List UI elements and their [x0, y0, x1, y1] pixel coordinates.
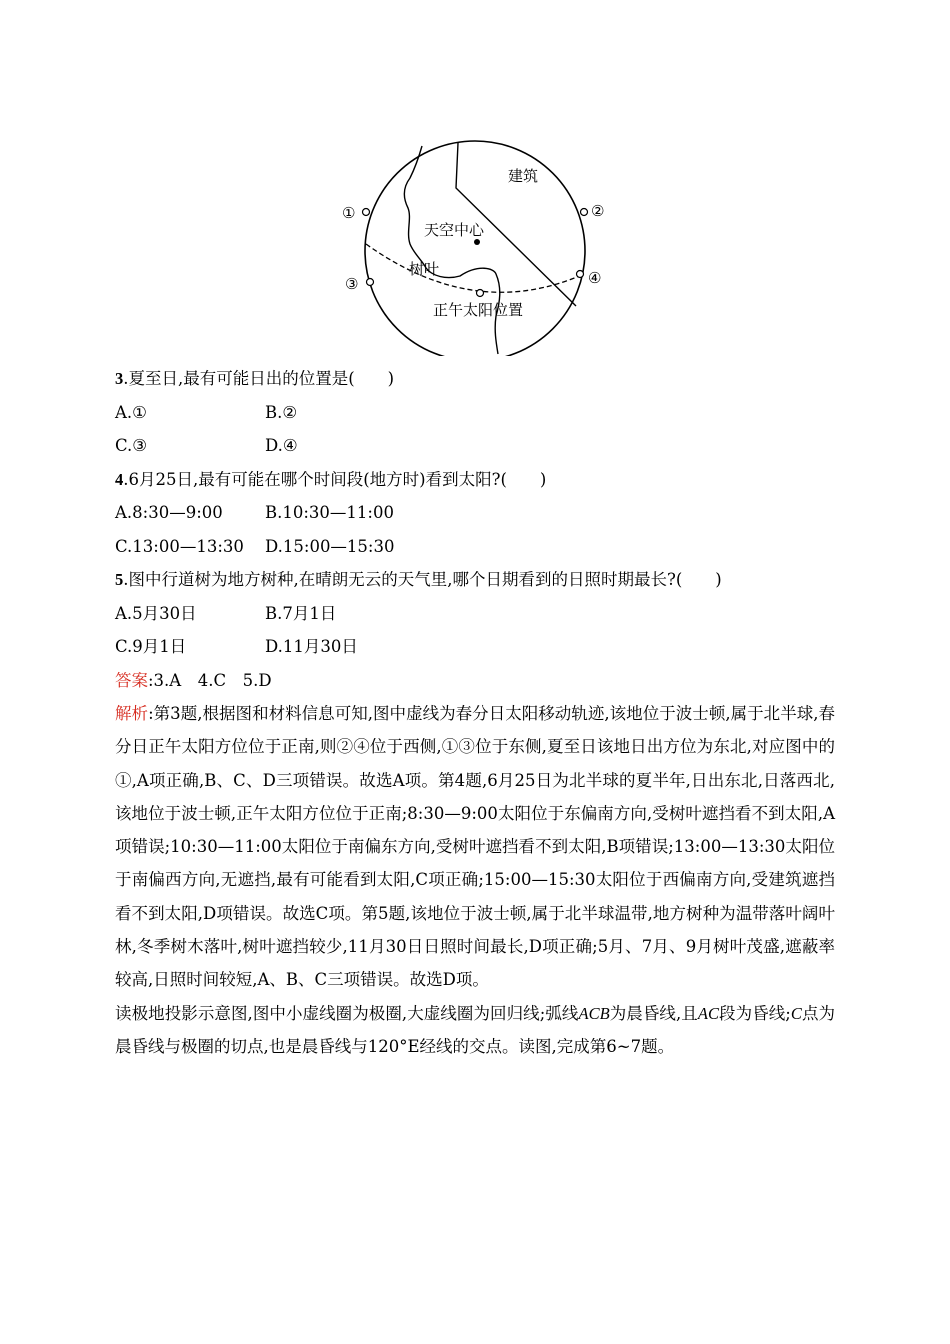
intro-text-2: 为晨昏线,且: [609, 1003, 698, 1023]
question-5-options-row-1: [115, 597, 835, 631]
option-b: B.10:30—11:00: [265, 503, 394, 522]
option-b: B.②: [265, 402, 298, 422]
tree-outline: [404, 146, 499, 354]
option-c: C.③: [115, 436, 148, 455]
answer-label: 答案: [115, 670, 148, 690]
label-point-3: ③: [345, 275, 359, 293]
question-4-options-row-1: [115, 496, 835, 530]
answer-text: :3.A 4.C 5.D: [148, 670, 272, 690]
intro-paragraph: [115, 997, 835, 1064]
label-point-2: ②: [591, 202, 605, 220]
question-stem: .6月25日,最有可能在哪个时间段(地方时)看到太阳?( ): [123, 469, 547, 489]
option-a: A.①: [115, 402, 147, 422]
sun-path: [366, 244, 584, 292]
question-3: [115, 362, 835, 396]
option-d: D.④: [265, 436, 298, 455]
sky-center-dot: [474, 239, 480, 245]
answer-line: [115, 664, 835, 698]
point-2-marker: [581, 209, 588, 216]
document-body: [115, 362, 835, 1063]
intro-segment-ac: AC: [697, 1003, 719, 1023]
label-point-4: ④: [588, 269, 602, 287]
label-leaves: 树叶: [409, 260, 440, 278]
intro-arc-acb: ACB: [578, 1003, 610, 1023]
analysis-label: 解析: [115, 704, 149, 723]
sky-diagram-svg: [330, 126, 620, 356]
label-point-1: ①: [342, 204, 356, 222]
question-4-options-row-2: [115, 530, 835, 564]
question-number: 4: [115, 469, 124, 489]
option-d: D.11月30日: [265, 637, 358, 656]
noon-sun-marker: [477, 290, 484, 297]
option-a: A.8:30—9:00: [115, 503, 223, 522]
question-5: [115, 563, 835, 597]
option-a: A.5月30日: [115, 603, 197, 623]
sky-diagram: [330, 126, 620, 356]
intro-text-3: 段为昏线;: [718, 1003, 791, 1023]
option-d: D.15:00—15:30: [265, 536, 395, 556]
analysis-text: :第3题,根据图和材料信息可知,图中虚线为春分日太阳移动轨迹,该地位于波士顿,属于北半球,春分日正午太阳方位位于正南,则②④位于西侧,①③位于东侧,夏至日该地日出方位为东北,对应图中的①,A项正确,B、C、D三项错误。故选A项。第4题,6月25日为北半球的夏半年,日出东北,日落西北,该地位于波士顿,正午太阳方位位于正南;8:30—9:00太阳位于东偏南方向,受树叶遮挡看不到太阳,A项错误;10:30—11:00太阳位于南偏东方向,受树叶遮挡看不到太阳,B项错误;13:00—13:30太阳位于南偏西方向,无遮挡,最有可能看到太阳,C项正确;15:00—15:30太阳位于西偏南方向,受建筑遮挡看不到太阳,D项错误。故选C项。第5题,该地位于波士顿,属于北半球温带,地方树种为温带落叶阔叶林,冬季树木落叶,树叶遮挡较少,11月30日日照时间最长,D项正确;5月、7月、9月树叶茂盛,遮蔽率较高,日照时间较短,A、B、C三项错误。故选D项。: [115, 704, 836, 990]
label-building: 建筑: [508, 167, 539, 185]
question-3-options-row-1: [115, 396, 835, 430]
option-c: C.13:00—13:30: [115, 536, 244, 556]
sky-circle: [365, 141, 585, 356]
point-1-marker: [363, 209, 370, 216]
intro-text-4: 点为晨昏线与极圈的切点,也是晨昏线与120°E经线的交点。读图,完成第6~7题。: [115, 1003, 836, 1056]
question-number: 5: [115, 570, 124, 589]
intro-text-1: 读极地投影示意图,图中小虚线圈为极圈,大虚线圈为回归线;弧线: [115, 1003, 579, 1023]
question-3-options-row-2: [115, 429, 835, 463]
point-4-marker: [577, 271, 584, 278]
label-noon-sun: 正午太阳位置: [433, 301, 524, 319]
analysis-paragraph: [115, 697, 835, 997]
question-4: [115, 463, 835, 497]
question-number: 3: [115, 369, 124, 388]
question-stem: .夏至日,最有可能日出的位置是( ): [123, 369, 395, 388]
option-c: C.9月1日: [115, 637, 187, 656]
intro-point-c: C: [790, 1003, 802, 1023]
option-b: B.7月1日: [265, 603, 337, 623]
question-stem: .图中行道树为地方树种,在晴朗无云的天气里,哪个日期看到的日照时期最长?( ): [123, 570, 722, 589]
point-3-marker: [367, 279, 374, 286]
question-5-options-row-2: [115, 630, 835, 664]
label-sky-center: 天空中心: [424, 221, 485, 239]
